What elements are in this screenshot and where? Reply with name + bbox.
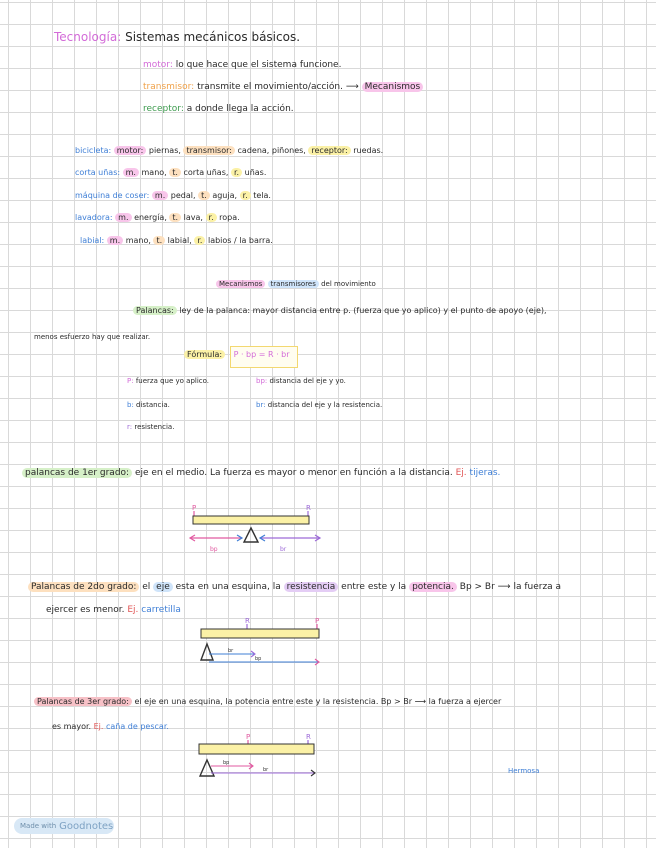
lever3-text: el eje en una esquina, la potencia entre este y la resistencia. [134, 697, 379, 706]
transmisor-value: corta uñas, [183, 168, 229, 177]
def-br [256, 401, 382, 409]
motor-tag: m. [107, 236, 123, 245]
lever3-row [34, 697, 501, 706]
receptor-tag: receptor: [308, 146, 350, 155]
receptor-value: ropa. [219, 213, 240, 222]
def-text: distancia. [136, 401, 170, 409]
lever-law [133, 306, 547, 315]
arrow-icon: ⟶ [345, 82, 359, 92]
goodnotes-badge[interactable] [14, 818, 114, 834]
lever2-text: entre este y la [341, 582, 407, 592]
transmisor-value: labial, [167, 236, 192, 245]
motor-tag: m. [152, 191, 168, 200]
heading-word: del movimiento [321, 280, 376, 288]
mechanisms-heading [216, 280, 376, 288]
receptor-text: a donde llega la acción. [186, 104, 294, 114]
formula-label: Fórmula: [184, 350, 225, 359]
transmisor-value: lava, [183, 213, 203, 222]
potencia-tag: potencia. [409, 582, 457, 592]
badge-brand: Goodnotes [59, 820, 114, 832]
def-b [127, 401, 170, 409]
transmisor-tag: t. [153, 236, 165, 245]
motor-value: mano, [125, 236, 151, 245]
lever1-br-label: br [280, 546, 287, 553]
transmisor-def [143, 82, 423, 92]
transmisor-value: cadena, piñones, [237, 146, 306, 155]
lever3-fulcrum [200, 760, 214, 776]
receptor-def [143, 104, 294, 114]
def-text: fuerza que yo aplico. [135, 377, 210, 385]
lever2-text: ejercer es menor. [46, 605, 125, 615]
receptor-value: labios / la barra. [207, 236, 273, 245]
lever-label: Palancas: [133, 306, 177, 315]
lever3-example: caña de pescar. [105, 722, 169, 731]
lever3-p-label: P [246, 733, 251, 741]
lever3-title: Palancas de 3er grado: [34, 697, 132, 706]
motor-value: piernas, [148, 146, 181, 155]
lever1-text: La fuerza es mayor o menor en función a la distancia. [210, 468, 453, 478]
transmisor-tag: t. [198, 191, 210, 200]
formula-row [184, 350, 290, 359]
def-bp [256, 377, 346, 385]
ej-label: Ej. [455, 468, 467, 478]
def-key: b: [127, 401, 134, 409]
example-row [75, 168, 266, 177]
lever3-text: es mayor. [52, 722, 92, 731]
lever3-br-label: br [263, 767, 269, 773]
transmisor-tag: transmisor: [183, 146, 235, 155]
arrow-icon: ⟶ [497, 582, 511, 592]
lever2-text: la fuerza a [513, 582, 562, 592]
title-label: Tecnología: [54, 30, 122, 44]
motor-value: pedal, [170, 191, 196, 200]
receptor-tag: r. [206, 213, 217, 222]
lever2-text: el [142, 582, 151, 592]
transmisor-tag: t. [169, 168, 181, 177]
def-key: br: [256, 401, 266, 409]
lever2-bp-label: bp [255, 656, 262, 662]
lever3-row2 [52, 722, 169, 731]
lever2-p-label: P [315, 617, 320, 625]
lever2-comparison: Bp > Br [459, 582, 495, 592]
mecanismos-tag: Mecanismos [362, 82, 424, 92]
example-label: máquina de coser: [75, 191, 150, 200]
lever-text: ley de la palanca: mayor distancia entre p. (fuerza que yo aplico) y el punto de apoyo (eje), [179, 306, 547, 315]
ej-label: Ej. [127, 605, 139, 615]
heading-word: transmisores [268, 280, 319, 288]
def-key: bp: [256, 377, 268, 385]
lever3-diagram [195, 730, 325, 782]
lever2-title: Palancas de 2do grado: [28, 582, 139, 592]
motor-tag: m. [123, 168, 139, 177]
def-text: resistencia. [134, 423, 175, 431]
lever1-text: eje en el medio. [134, 468, 208, 478]
transmisor-text: transmite el movimiento/acción. [197, 82, 343, 92]
receptor-value: tela. [253, 191, 271, 200]
lever2-row [28, 582, 561, 592]
lever2-example: carretilla [141, 605, 181, 615]
lever1-bar [193, 516, 309, 524]
heading-word: Mecanismos [216, 280, 265, 288]
example-row [75, 146, 383, 155]
lever2-br-label: br [228, 648, 234, 654]
formula: P · bp = R · br [233, 350, 290, 359]
motor-label: motor: [143, 60, 173, 70]
lever1-title: palancas de 1er grado: [22, 468, 132, 478]
lever2-r-label: R [245, 617, 250, 625]
title-row [54, 31, 300, 45]
def-key: P: [127, 377, 134, 385]
receptor-label: receptor: [143, 104, 184, 114]
transmisor-label: transmisor: [143, 82, 195, 92]
lever2-text: esta en una esquina, la [175, 582, 281, 592]
lever1-fulcrum [244, 528, 258, 542]
lever1-row [22, 468, 500, 478]
receptor-tag: r. [194, 236, 205, 245]
lever2-bar [201, 629, 319, 638]
motor-tag: m. [115, 213, 131, 222]
motor-text: lo que hace que el sistema funcione. [175, 60, 342, 70]
transmisor-value: aguja, [212, 191, 238, 200]
eje-tag: eje [153, 582, 173, 592]
def-key: r: [127, 423, 133, 431]
arrow-icon: ⟶ [414, 697, 427, 706]
example-label: lavadora: [75, 213, 113, 222]
example-label: labial: [80, 236, 105, 245]
lever3-bar [199, 744, 314, 754]
def-r [127, 423, 174, 431]
receptor-tag: r. [231, 168, 242, 177]
lever1-r-label: R [306, 504, 311, 512]
motor-def [143, 60, 341, 70]
receptor-tag: r. [240, 191, 251, 200]
lever3-comparison: Bp > Br [380, 697, 413, 706]
example-label: corta uñas: [75, 168, 121, 177]
ej-label: Ej. [93, 722, 104, 731]
lever3-r-label: R [306, 733, 311, 741]
example-row [75, 213, 240, 222]
def-text: distancia del eje y la resistencia. [267, 401, 383, 409]
motor-value: energía, [134, 213, 167, 222]
lever2-row2 [46, 605, 181, 615]
lever-law-cont: menos esfuerzo hay que realizar. [34, 333, 151, 341]
motor-tag: motor: [114, 146, 147, 155]
badge-prefix: Made with [20, 822, 57, 830]
example-row [80, 236, 273, 245]
title-text: Sistemas mecánicos básicos. [125, 30, 301, 44]
receptor-value: ruedas. [353, 146, 384, 155]
receptor-value: uñas. [244, 168, 267, 177]
transmisor-tag: t. [169, 213, 181, 222]
example-label: bicicleta: [75, 146, 112, 155]
lever1-diagram [180, 500, 330, 560]
lever3-bp-label: bp [223, 760, 230, 766]
lever1-example: tijeras. [469, 468, 501, 478]
def-p [127, 377, 209, 385]
lever2-diagram [195, 614, 335, 670]
lever3-text: la fuerza a ejercer [428, 697, 502, 706]
def-text: distancia del eje y yo. [269, 377, 346, 385]
resistencia-tag: resistencia [284, 582, 339, 592]
motor-value: mano, [141, 168, 167, 177]
example-row [75, 191, 271, 200]
lever1-p-label: P [192, 504, 197, 512]
signature: Hermosa [508, 767, 540, 775]
lever2-fulcrum [201, 644, 213, 660]
lever1-bp-label: bp [210, 546, 218, 553]
